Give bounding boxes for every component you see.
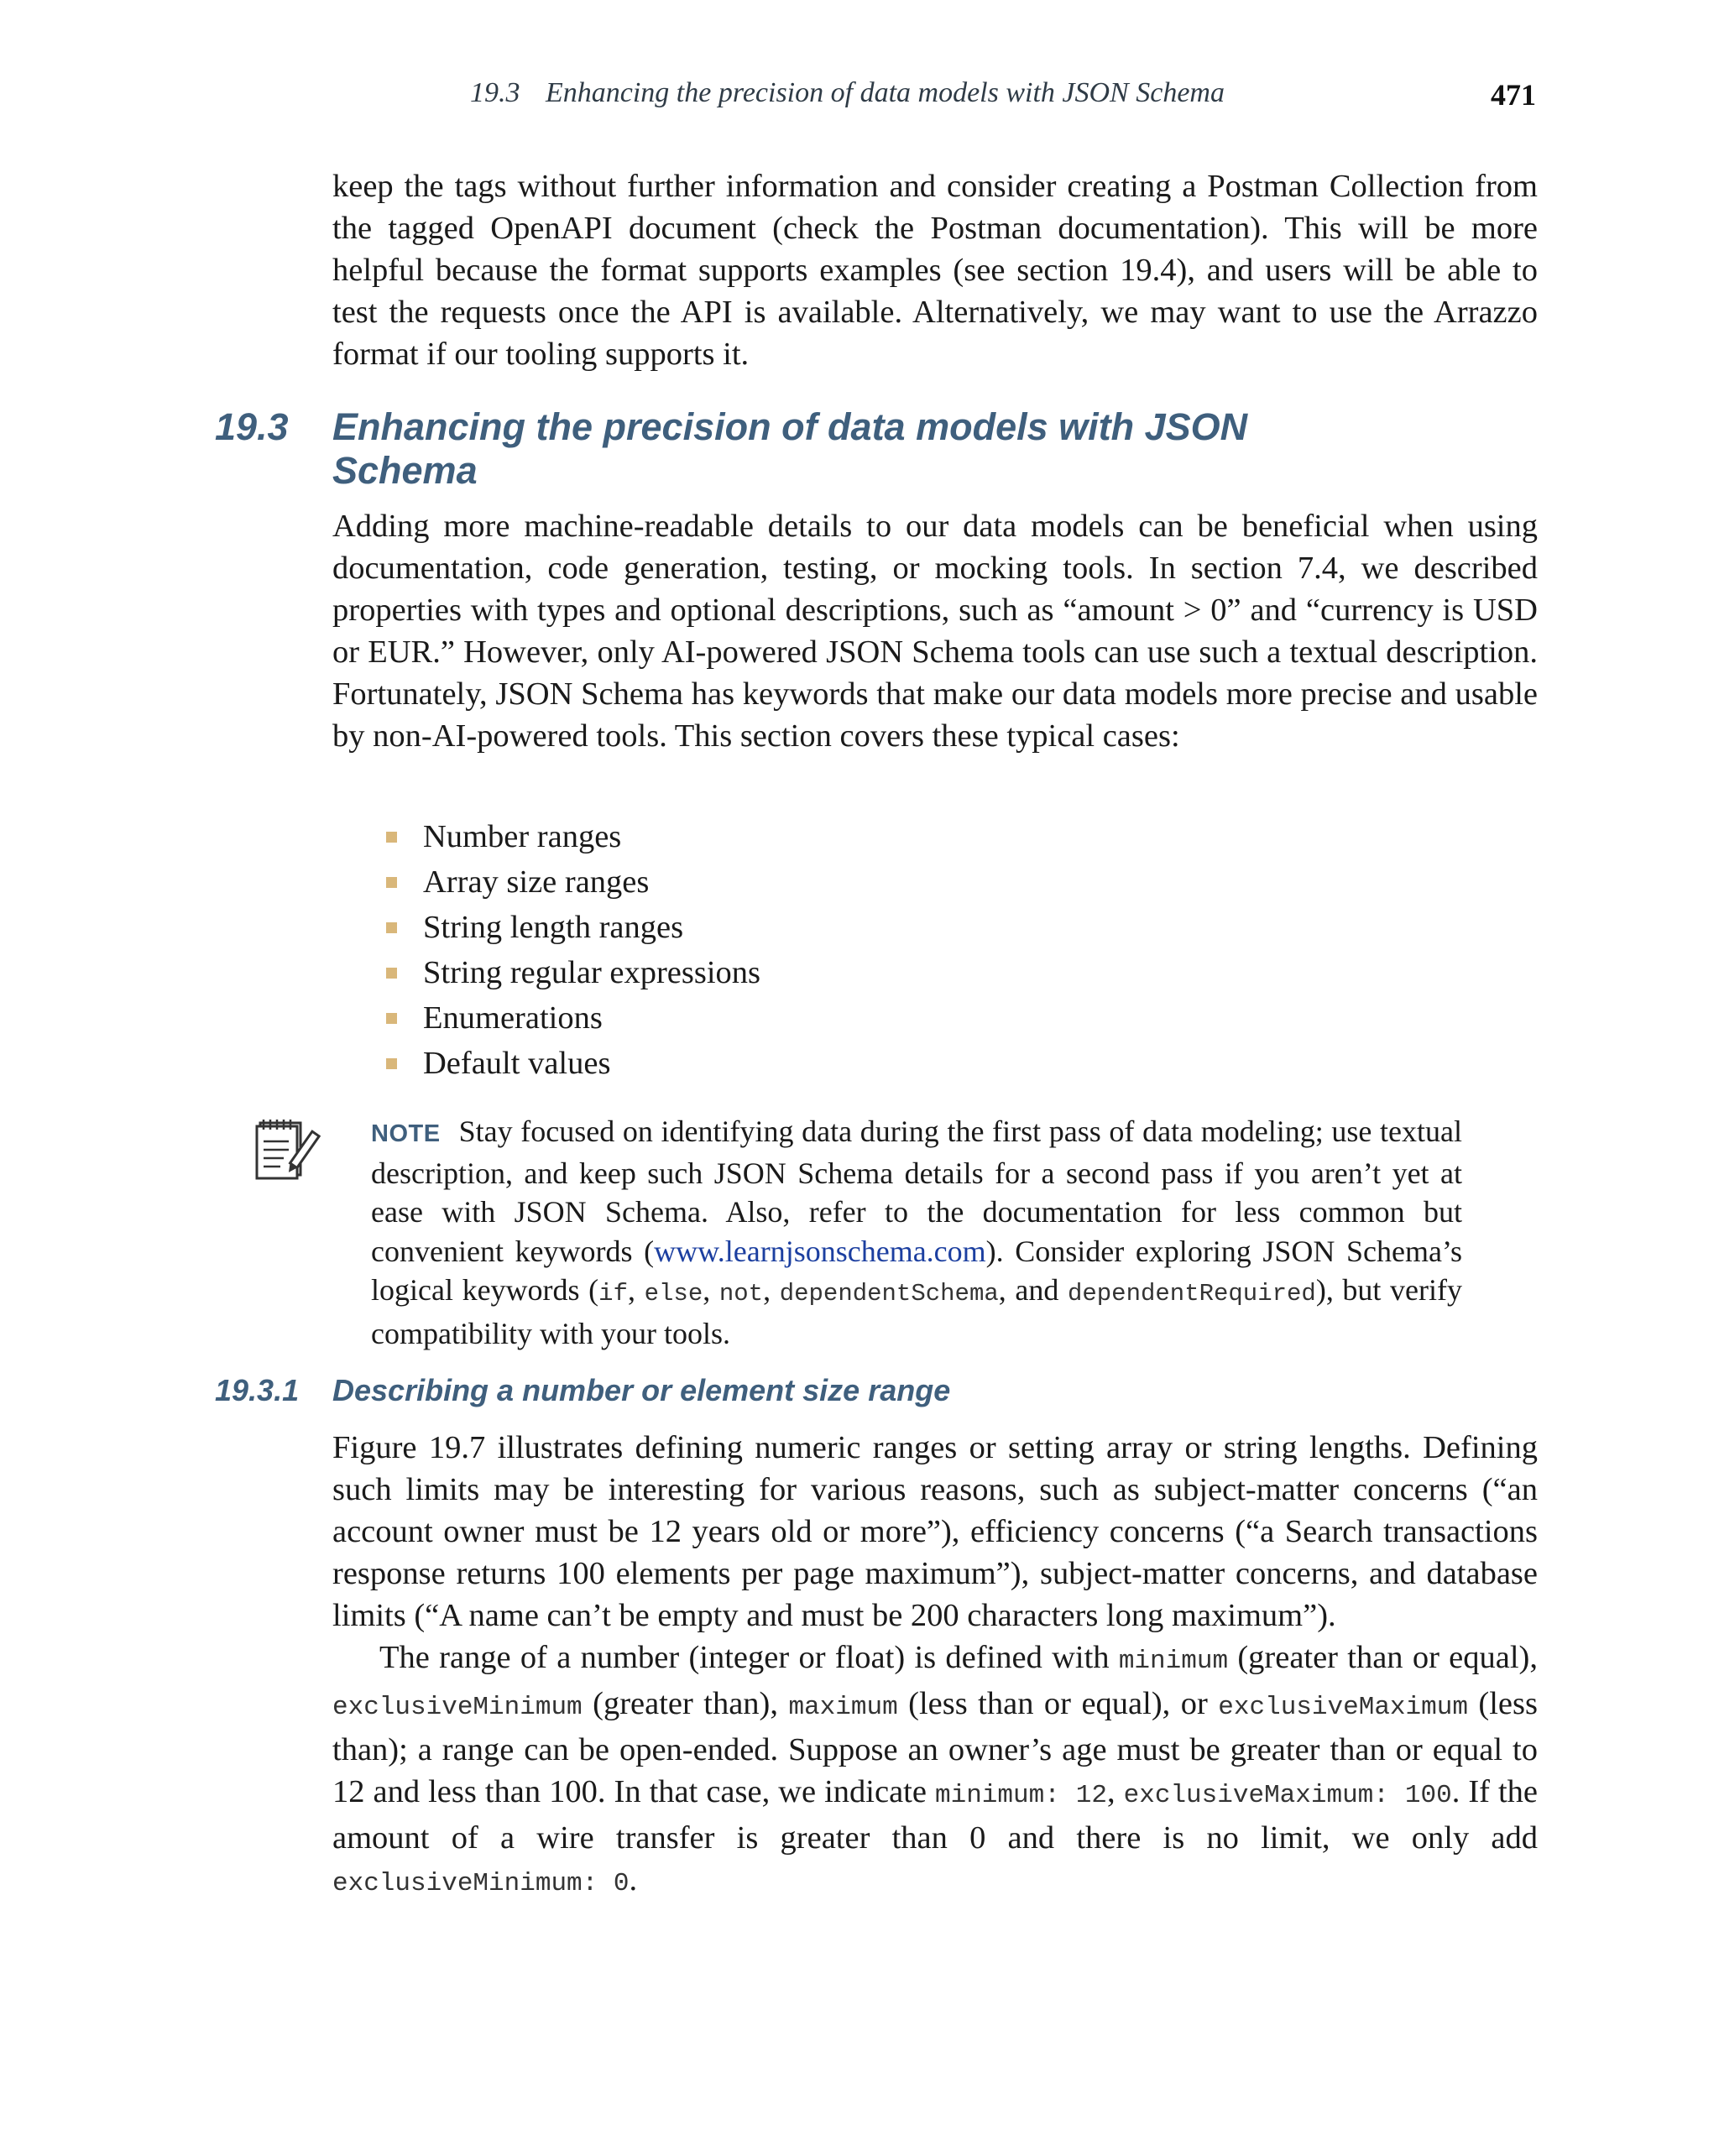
learnjsonschema-link[interactable]: www.learnjsonschema.com [654,1234,986,1268]
code-minimum: minimum [1118,1647,1229,1676]
bullet-square-icon [386,1013,397,1024]
note-callout: NOTE Stay focused on identifying data during the first pass of data modeling; use textual description, and keep such JSON Schema details for a second pass if you aren’t yet at ease with JSON Schema. Also, refer to the documentation for less common but convenient keywords (www.learnjsonschema.com). Consider exploring JSON Schema’s logical keywords (if, else, not, dependentSchema, and dependentRequired), but verify compatibility with your tools. [371,1115,1463,1350]
code-exclusive-minimum: exclusiveMinimum [332,1693,583,1722]
intro-paragraph: keep the tags without further information and consider creating a Postman Collection from the tagged OpenAPI document (check the Postman documentation). This will be more helpful because the format supports examples (see section 19.4), and users will be able to test the requests once the API is available. Alternatively, we may want to use the Arrazzo format if our tooling supports it. [332,169,1538,372]
intro-block [332,165,1538,375]
list-item: String length ranges [383,905,760,950]
code-dependent-schema: dependentSchema [779,1280,999,1308]
code-dependent-required: dependentRequired [1067,1280,1316,1308]
running-header-title: Enhancing the precision of data models with JSON Schema [546,77,1225,108]
note-text: Stay focused on identifying data during the first pass of data modeling; use textual description, and keep such JSON Schema details for a second pass if you aren’t yet at ease with JSON Schema. Also, refer to the documentation for less common but convenient keywords ( [371,1115,1462,1268]
code-exclusive-maximum: exclusiveMaximum [1218,1693,1468,1722]
code-else: else [644,1280,703,1308]
page-number: 471 [1491,78,1536,112]
running-header-section-number: 19.3 [470,77,520,108]
code-not: not [718,1280,764,1308]
case-list [383,814,760,1086]
bullet-square-icon [386,832,397,843]
list-item: Array size ranges [383,859,760,905]
code-exclusive-maximum-100: exclusiveMaximum: 100 [1123,1781,1452,1810]
note-label: NOTE [371,1120,441,1147]
code-exclusive-minimum-0: exclusiveMinimum: 0 [332,1869,630,1898]
list-item: Default values [383,1041,760,1086]
code-maximum: maximum [788,1693,898,1722]
subsection-paragraph-1: Figure 19.7 illustrates defining numeric ranges or setting array or string lengths. Defining such limits may be interesting for various reasons, such as subject-matter concerns (“an account owner must be 12 years old or more”), efficiency concerns (“a Search transactions response returns 100 elements per page maximum”), subject-matter concerns, and database limits (“A name can’t be empty and must be 200 characters long maximum”). [332,1430,1538,1633]
running-header [470,77,1544,109]
bullet-square-icon [386,922,397,933]
code-if: if [598,1280,628,1308]
bullet-square-icon [386,968,397,979]
notepad-icon [253,1115,321,1185]
section-body [332,505,1538,757]
subsection-number: 19.3.1 [215,1373,300,1407]
bullet-square-icon [386,1058,397,1069]
subsection-paragraph-2: The range of a number (integer or float) is defined with minimum (greater than or equal), exclusiveMinimum (greater than), maximum (less than or equal), or exclusiveMaximum (less than); a range can be open-ended. Suppose an owner’s age must be greater than or equal to 12 and less than 100. In that case, we indicate minimum: 12, exclusiveMaximum: 100. If the amount of a wire transfer is greater than 0 and there is no limit, we only add exclusiveMinimum: 0. [332,1640,1538,1898]
list-item: Number ranges [383,814,760,859]
section-paragraph: Adding more machine-readable details to our data models can be beneficial when using documentation, code generation, testing, or mocking tools. In section 7.4, we described properties with types and optional descriptions, such as “amount > 0” and “currency is USD or EUR.” However, only AI-powered JSON Schema tools can use such a textual description. Fortunately, JSON Schema has keywords that make our data models more precise and usable by non-AI-powered tools. This section covers these typical cases: [332,509,1538,754]
subsection-body [332,1427,1538,1905]
list-item: Enumerations [383,995,760,1041]
section-title: Enhancing the precision of data models with JSON Schema [332,405,1248,492]
bullet-square-icon [386,877,397,888]
section-number: 19.3 [215,405,289,448]
list-item: String regular expressions [383,950,760,995]
code-minimum-12: minimum: 12 [934,1781,1107,1810]
subsection-title: Describing a number or element size range [332,1373,951,1407]
